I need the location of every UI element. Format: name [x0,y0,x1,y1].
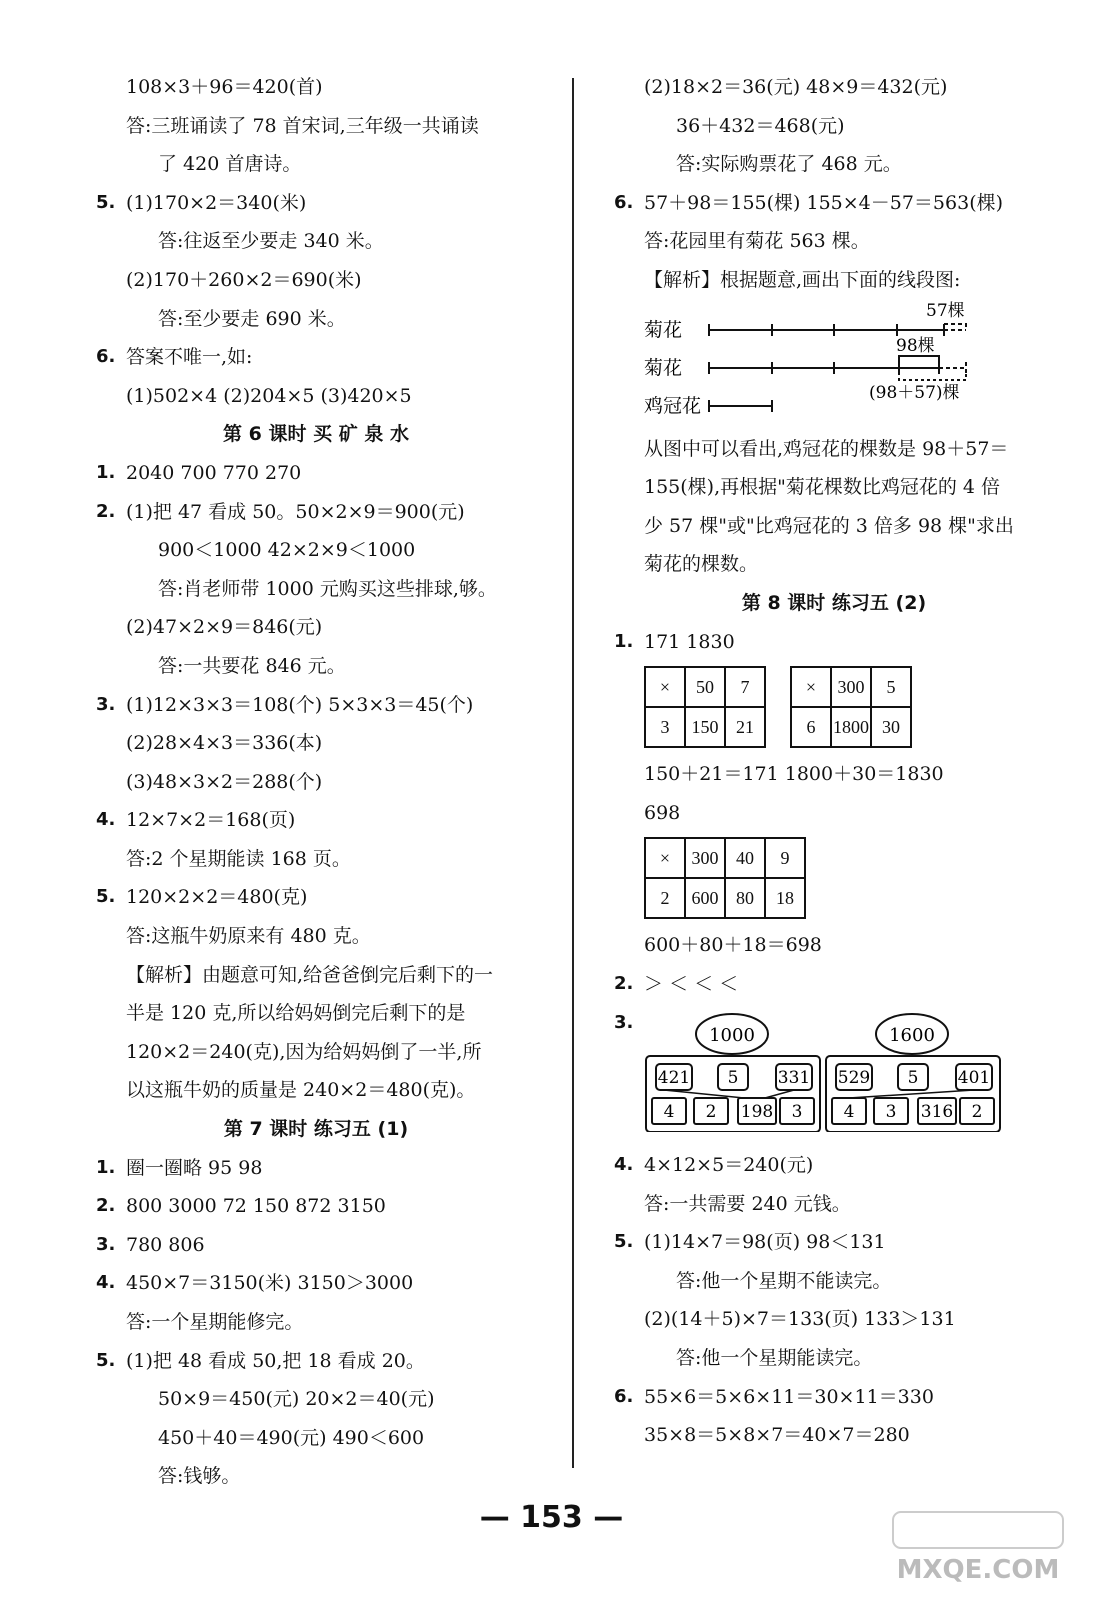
top-number: 331 [777,1068,811,1089]
label-98: 98棵 [896,335,935,356]
line-text: 答:一共需要 240 元钱。 [644,1192,851,1215]
line-text: (2)18×2＝36(元) 48×9＝432(元) [644,76,948,98]
line-text: (2)170＋260×2＝690(米) [126,268,362,291]
line-text: (1)把 47 看成 50。50×2×9＝900(元) [126,500,465,523]
question-number: 3. [614,1011,634,1033]
line-text: 120×2＝240(克),因为给妈妈倒了一半,所 [126,1040,482,1063]
line-text: 半是 120 克,所以给妈妈倒完后剩下的是 [126,1002,466,1025]
svg-text:MXQE.COM: MXQE.COM [896,1555,1060,1585]
grid-cell: 40 [725,838,765,878]
number-puzzle [614,1012,1054,1132]
bottom-number: 2 [971,1102,983,1123]
answer-line [96,1419,536,1458]
diagram-label-row2: 菊花 [644,356,683,379]
connector-line [664,1090,744,1098]
answer-line [96,1033,536,1072]
line-text: 150＋21＝171 1800＋30＝1830 [644,763,944,786]
line-text: 答:实际购票花了 468 元。 [676,153,902,176]
line-text: 【解析】由题意可知,给爸爸倒完后剩下的一 [126,963,494,986]
line-text: 圈一圈略 95 98 [126,1156,263,1179]
answer-line [614,107,1054,146]
grid-cell: 50 [685,667,725,707]
question-number: 4. [614,1154,634,1176]
line-text: 2040 700 770 270 [126,461,302,484]
top-number: 421 [657,1068,691,1089]
answer-line [96,994,536,1033]
question-line [614,1146,1054,1185]
question-number: 1. [96,1156,116,1178]
answer-line [96,917,536,956]
line-text: 450＋40＝490(元) 490＜600 [158,1426,425,1449]
grid-cell: 30 [871,707,911,747]
line-text: 了 420 首唐诗。 [158,153,302,176]
line-text: 698 [644,801,681,824]
grid-cell: 300 [831,667,871,707]
answer-line [96,377,536,416]
grid-cell: 21 [725,707,765,747]
question-number: 6. [614,191,634,213]
grid-cell: 5 [871,667,911,707]
connector-line [765,1090,794,1098]
column-divider [572,78,574,1468]
question-line [614,1378,1054,1417]
question-line [96,1342,536,1381]
line-text: (1)12×3×3＝108(个) 5×3×3＝45(个) [126,693,474,716]
answer-line [614,1262,1054,1301]
line-text: 答:2 个星期能读 168 页。 [126,847,351,870]
watermark-logo [883,1508,1073,1586]
question-line [96,454,536,493]
multiplication-grids-row [614,661,1054,755]
question-number: 6. [614,1385,634,1407]
line-text: 答:三班诵读了 78 首宋词,三年级一共诵读 [126,114,479,137]
right-column [614,68,1054,1455]
question-number: 5. [96,191,116,213]
question-number: 4. [96,1272,116,1294]
label-57: 57棵 [926,300,965,321]
top-number: 401 [957,1068,991,1089]
answer-line [614,1185,1054,1224]
question-line [96,1264,536,1303]
question-line [614,1223,1054,1262]
answer-line [96,300,536,339]
grid-cell: 300 [685,838,725,878]
diagram-label-row3: 鸡冠花 [644,394,702,417]
answer-line [614,1300,1054,1339]
grid-cell: × [645,667,685,707]
line-text: 答:他一个星期不能读完。 [676,1269,892,1292]
line-text: (3)48×3×2＝288(个) [126,770,323,793]
total-value: 1000 [709,1025,755,1047]
top-number: 5 [727,1068,739,1089]
bottom-number: 3 [885,1102,897,1123]
grid-300x5 [790,666,912,748]
answer-line [96,724,536,763]
answer-line [614,468,1054,507]
question-number: 5. [96,1349,116,1371]
answer-line [614,926,1054,965]
line-text: (1)502×4 (2)204×5 (3)420×5 [126,384,412,407]
line-text: 900＜1000 42×2×9＜1000 [158,539,416,562]
line-text: 600＋80＋18＝698 [644,934,822,957]
answer-line [96,840,536,879]
line-text: 答:这瓶牛奶原来有 480 克。 [126,925,371,948]
multiplication-grid-698 [614,832,1054,926]
answer-line [614,1339,1054,1378]
line-segment-diagram [614,300,1054,430]
grid-cell: 150 [685,707,725,747]
answer-line [96,763,536,802]
answer-line [96,608,536,647]
line-text: 171 1830 [644,630,735,653]
question-line [96,338,536,377]
grid-50x7 [644,666,766,748]
top-number: 5 [907,1068,919,1089]
grid-cell: × [645,838,685,878]
label-sum: (98＋57)棵 [869,382,960,403]
question-number: 2. [614,972,634,994]
line-text: 答案不唯一,如: [126,346,253,369]
grid-cell: 7 [725,667,765,707]
question-line [96,1187,536,1226]
grid-cell: 600 [685,878,725,918]
bottom-number: 316 [920,1102,954,1123]
line-text: (2)47×2×9＝846(元) [126,616,323,639]
question-line [96,184,536,223]
section-heading: 第 7 课时 练习五 (1) [223,1118,409,1141]
diagram-label-row1: 菊花 [644,318,683,341]
answer-line [614,1416,1054,1455]
answer-line [614,68,1054,107]
connector-line [849,1090,974,1098]
question-line [96,801,536,840]
grid-cell: 18 [765,878,805,918]
answer-line [96,107,536,146]
question-number: 1. [96,461,116,483]
line-text: 12×7×2＝168(页) [126,809,296,832]
grid-cell: × [791,667,831,707]
question-number: 5. [614,1231,634,1253]
line-text: 120×2×2＝480(克) [126,886,308,909]
question-number: 1. [614,630,634,652]
question-line [614,623,1054,662]
question-line [96,686,536,725]
answer-line [96,68,536,107]
page-number: — 153 — [479,1500,624,1535]
answer-line [96,261,536,300]
line-text: (2)(14＋5)×7＝133(页) 133＞131 [644,1308,956,1331]
bottom-number: 198 [740,1102,774,1123]
left-column [96,68,536,1496]
answer-line [96,1380,536,1419]
answer-line [614,507,1054,546]
question-number: 4. [96,809,116,831]
line-text: 50×9＝450(元) 20×2＝40(元) [158,1388,435,1411]
line-text: 57＋98＝155(棵) 155×4－57＝563(棵) [644,191,1004,214]
answer-line [614,145,1054,184]
line-text: 35×8＝5×8×7＝40×7＝280 [644,1424,910,1447]
bottom-number: 3 [791,1102,803,1123]
line-text: ＞ ＜ ＜ ＜ [644,972,739,995]
total-value: 1600 [889,1025,935,1047]
question-number: 5. [96,886,116,908]
grid-cell: 80 [725,878,765,918]
line-text: 答:一共要花 846 元。 [158,654,346,677]
bottom-number: 2 [705,1102,717,1123]
line-text: 【解析】根据题意,画出下面的线段图: [644,268,961,291]
question-line [96,1226,536,1265]
answer-line [96,647,536,686]
answer-line [614,261,1054,300]
grid-cell: 1800 [831,707,871,747]
grid-cell: 2 [645,878,685,918]
grid-cell: 3 [645,707,685,747]
line-text: 4×12×5＝240(元) [644,1154,814,1177]
answer-line [96,222,536,261]
section-heading: 第 6 课时 买 矿 泉 水 [223,423,409,446]
line-text: (2)28×4×3＝336(本) [126,732,323,755]
answer-line [96,531,536,570]
question-number: 6. [96,346,116,368]
line-text: 55×6＝5×6×11＝30×11＝330 [644,1385,934,1408]
question-line [96,1149,536,1188]
grid-300x40x9 [644,837,806,919]
line-text: 36＋432＝468(元) [676,114,845,137]
line-text: 菊花的棵数。 [644,553,759,576]
line-text: 答:至少要走 690 米。 [158,307,346,330]
line-text: (1)170×2＝340(米) [126,191,307,214]
line-text: 450×7＝3150(米) 3150＞3000 [126,1272,414,1295]
top-number: 529 [837,1068,871,1089]
line-text: 从图中可以看出,鸡冠花的棵数是 98＋57＝ [644,437,1009,460]
answer-line [614,222,1054,261]
bottom-number: 4 [663,1102,675,1123]
line-text: 以这瓶牛奶的质量是 240×2＝480(克)。 [126,1079,476,1102]
answer-line [614,755,1054,794]
answer-line [96,1303,536,1342]
answer-line [614,545,1054,584]
line-text: 答:花园里有菊花 563 棵。 [644,230,870,253]
answer-line [614,794,1054,833]
answer-line [614,430,1054,469]
line-text: 答:肖老师带 1000 元购买这些排球,够。 [158,577,497,600]
grid-cell: 6 [791,707,831,747]
answer-line [96,1457,536,1496]
line-text: 少 57 棵"或"比鸡冠花的 3 倍多 98 棵"求出 [644,514,1014,537]
line-text: 答:一个星期能修完。 [126,1311,304,1333]
line-text: 780 806 [126,1233,205,1256]
question-line [96,493,536,532]
line-text: 答:往返至少要走 340 米。 [158,230,384,253]
line-text: (1)把 48 看成 50,把 18 看成 20。 [126,1349,425,1372]
line-text: 108×3＋96＝420(首) [126,76,323,98]
question-number: 3. [96,1233,116,1255]
answer-line [96,956,536,995]
line-text: 800 3000 72 150 872 3150 [126,1195,386,1218]
question-number: 3. [96,693,116,715]
line-text: 答:钱够。 [158,1465,241,1488]
line-text: (1)14×7＝98(页) 98＜131 [644,1231,886,1254]
answer-line [96,1071,536,1110]
question-line [96,878,536,917]
question-line [614,184,1054,223]
grid-cell: 9 [765,838,805,878]
section-heading: 第 8 课时 练习五 (2) [741,591,927,614]
question-line [614,965,1054,1004]
line-text: 答:他一个星期能读完。 [676,1347,873,1370]
answer-line [96,570,536,609]
answer-line [96,145,536,184]
line-text: 155(棵),再根据"菊花棵数比鸡冠花的 4 倍 [644,476,1001,499]
question-number: 2. [96,500,116,522]
bottom-number: 4 [843,1102,855,1123]
question-number: 2. [96,1195,116,1217]
